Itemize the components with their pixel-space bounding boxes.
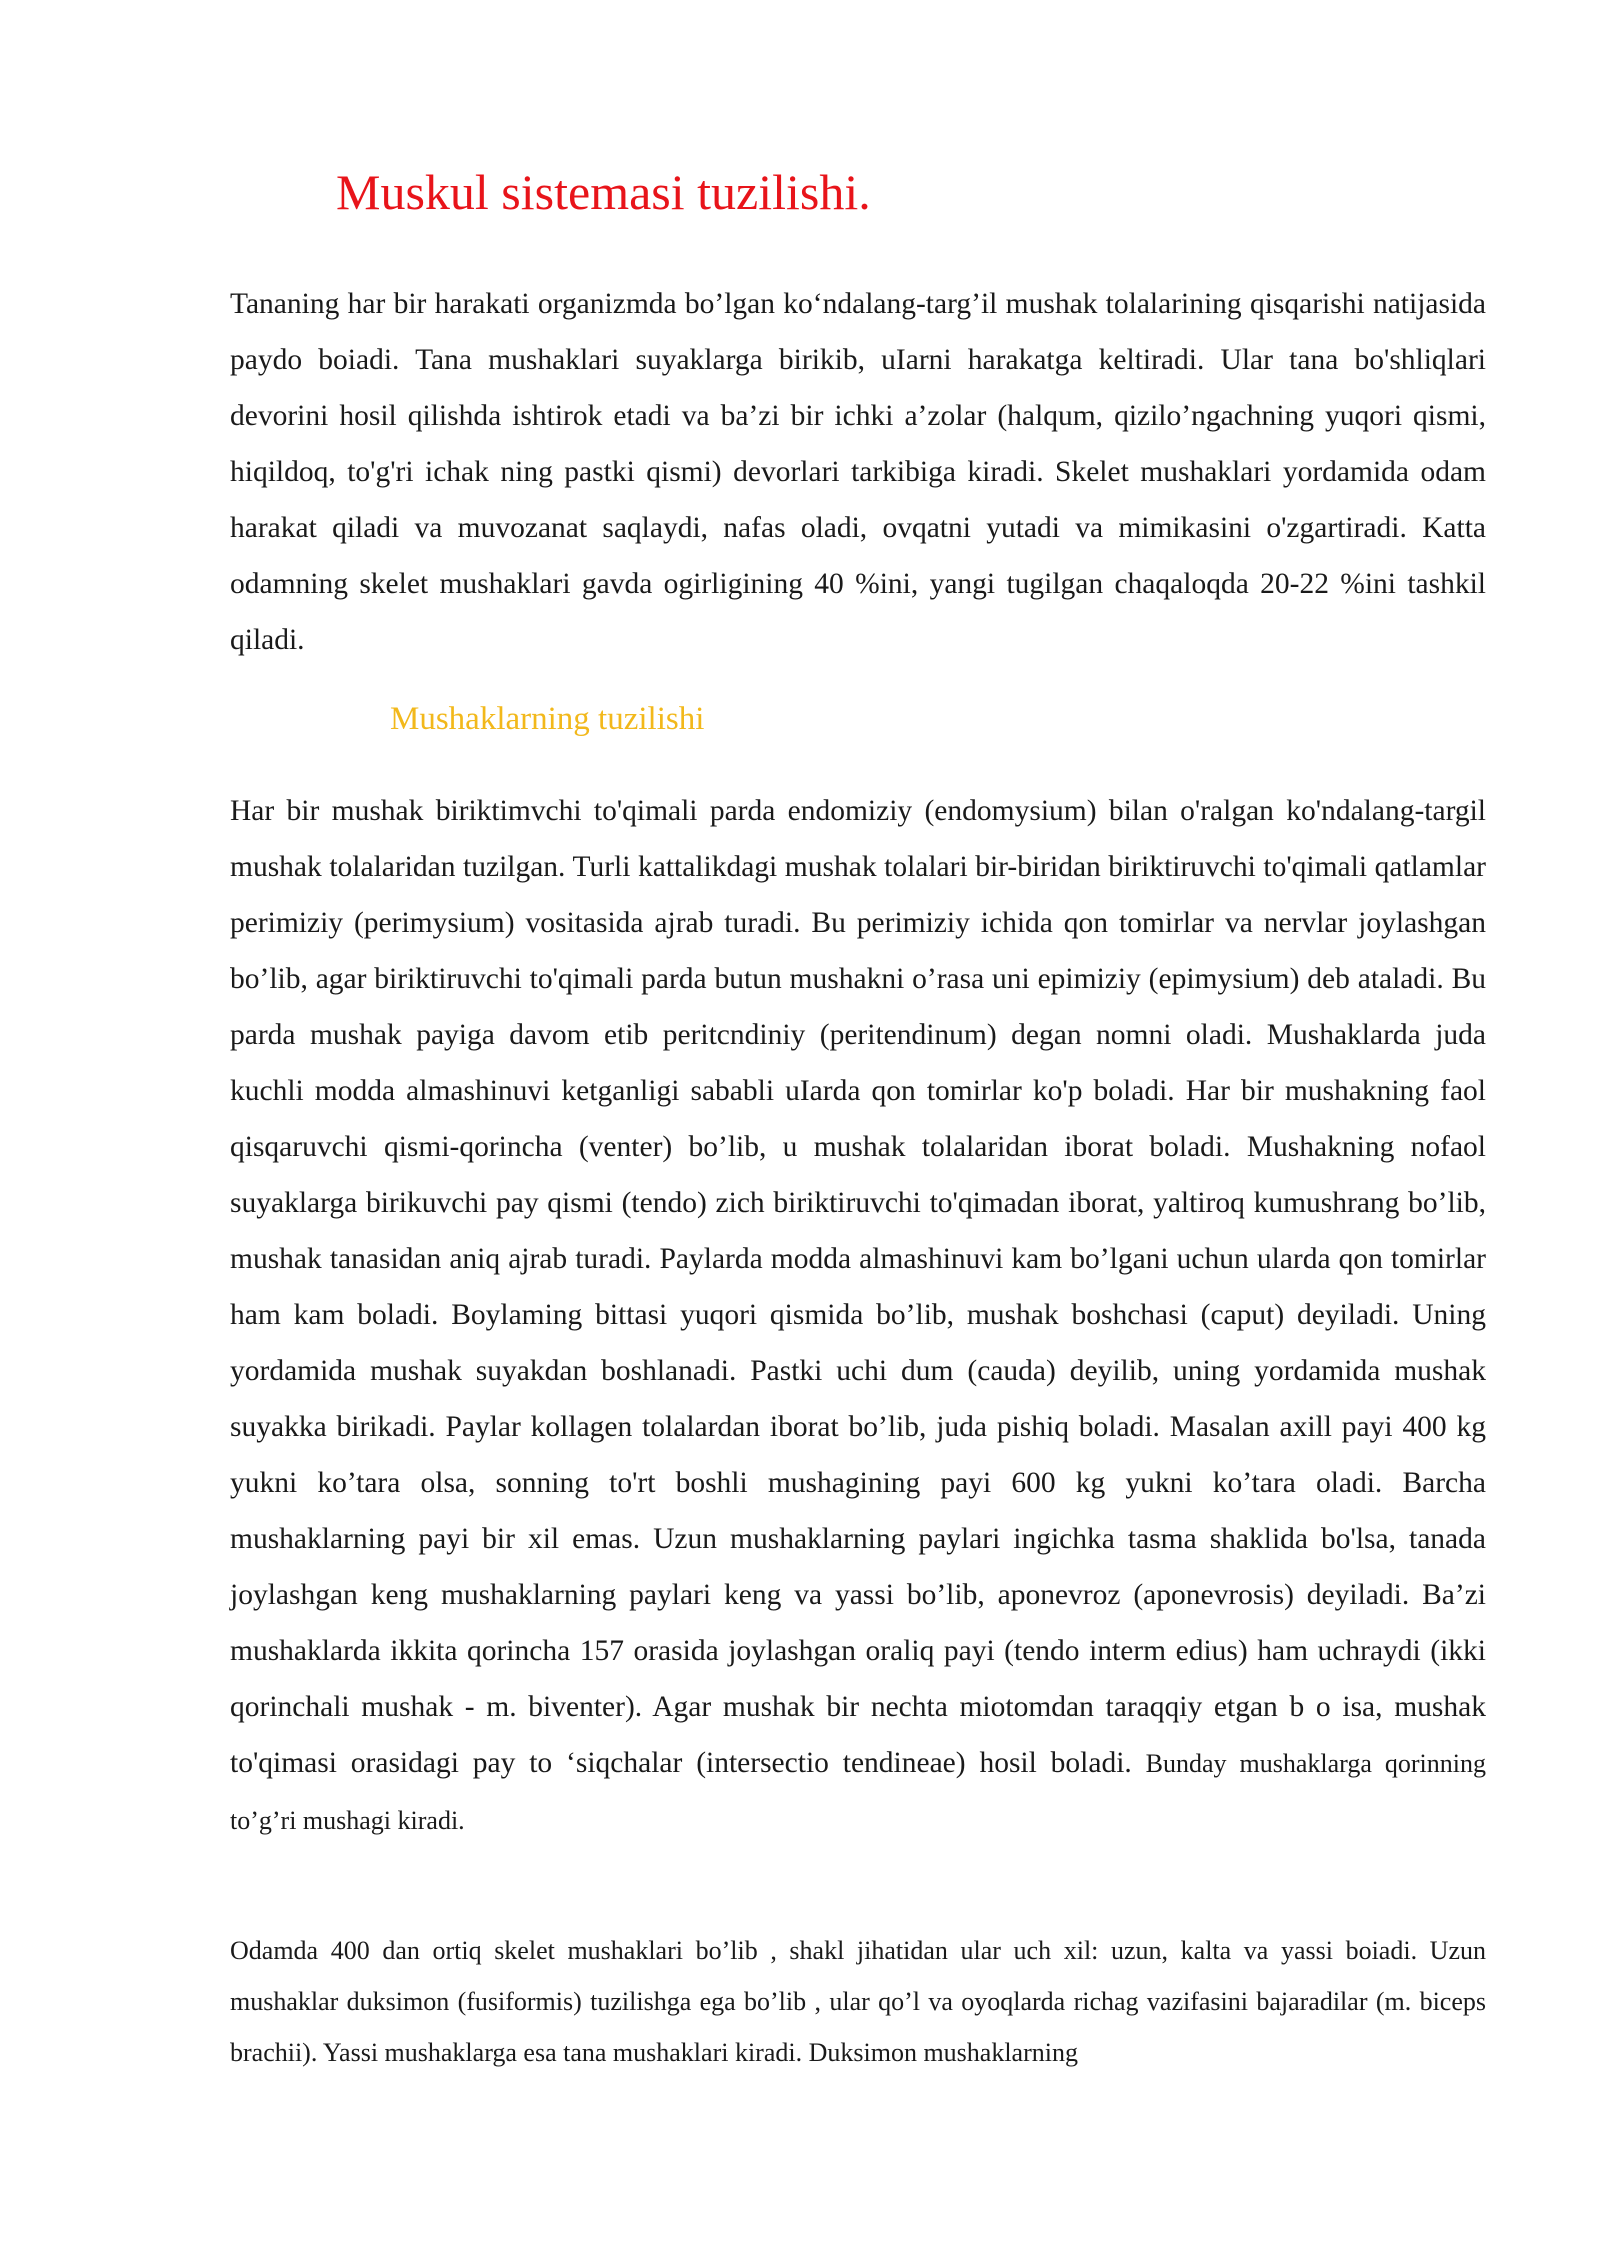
structure-paragraph-text: Har bir mushak biriktimvchi to'qimali parda endomiziy (endomysium) bilan o'ralgan ko'ndalang-targil mushak tolalaridan tuzilgan. Turli kattalikdagi mushak tolalari bir-biridan biriktiruvchi to'qimali qatlamlar perimiziy (perimysium) vositasida ajrab turadi. Bu perimiziy ichida qon tomirlar va nervlar joylashgan bo’lib, agar biriktiruvchi to'qimali parda butun mushakni o’rasa uni epimiziy (epimysium) deb ataladi. Bu parda mushak payiga davom etib peritcndiniy (peritendinum) degan nomni oladi. Mushaklarda juda kuchli modda almashinuvi ketganligi sababli uIarda qon tomirlar ko'p boladi. Har bir mushakning faol qisqaruvchi qismi-qorincha (venter) bo’lib, u mushak tolalaridan iborat boladi. Mushakning nofaol suyaklarga birikuvchi pay qismi (tendo) zich biriktiruvchi to'qimadan iborat, yaltiroq kumushrang bo’lib, mushak tanasidan aniq ajrab turadi. Paylarda modda almashinuvi kam bo’lgani uchun ularda qon tomirlar ham kam boladi. Boylaming bittasi yuqori qismida bo’lib, mushak boshchasi (caput) deyiladi. Uning yordamida mushak suyakdan boshlanadi. Pastki uchi dum (cauda) deyilib, uning yordamida mushak suyakka birikadi. Paylar kollagen tolalardan iborat bo’lib, juda pishiq boladi. Masalan axill payi 400 kg yukni ko’tara olsa, sonning to'rt boshli mushagining payi 600 kg yukni ko’tara oladi. Barcha mushaklarning payi bir xil emas. Uzun mushaklarning paylari ingichka tasma shaklida bo'lsa, tanada joylashgan keng mushaklarning paylari keng va yassi bo’lib, aponevroz (aponevrosis) deyiladi. Ba’zi mushaklarda ikkita qorincha 157 orasida joylashgan oraliq payi (tendo interm edius) ham uchraydi (ikki qorinchali mushak - m. biventer). Agar mushak bir nechta miotomdan taraqqiy etgan b o isa, mushak to'qimasi orasidagi pay to ‘siqchalar (intersectio tendineae) hosil boladi. [230, 795, 1486, 1779]
structure-paragraph-tail: Bunday mushaklarga qorinning to’g’ri mushagi kiradi. [230, 1749, 1486, 1835]
intro-paragraph: Tananing har bir harakati organizmda bo’lgan ko‘ndalang-targ’il mushak tolalarining qisqarishi natijasida paydo boiadi. Tana mushaklari suyaklarga birikib, uIarni harakatga keltiradi. Ular tana bo'shliqlari devorini hosil qilishda ishtirok etadi va ba’zi bir ichki a’zolar (halqum, qizilo’ngachning yuqori qismi, hiqildoq, to'g'ri ichak ning pastki qismi) devorlari tarkibiga kiradi. Skelet mushaklari yordamida odam harakat qiladi va muvozanat saqlaydi, nafas oladi, ovqatni yutadi va mimikasini o'zgartiradi. Katta odamning skelet mushaklari gavda ogirligining 40 %ini, yangi tugilgan chaqaloqda 20-22 %ini tashkil qiladi. [230, 288, 1486, 656]
structure-paragraph [230, 783, 1486, 1849]
types-paragraph: Odamda 400 dan ortiq skelet mushaklari bo’lib , shakl jihatidan ular uch xil: uzun, kalta va yassi boiadi. Uzun mushaklar duksimon (fusiformis) tuzilishga ega bo’lib , ular qo’l va oyoqlarda richag vazifasini bajaradilar (m. biceps brachii). Yassi mushaklarga esa tana mushaklari kiradi. Duksimon mushaklarning [230, 1936, 1486, 2067]
document-title: Muskul sistemasi tuzilishi. [336, 164, 871, 220]
section-heading: Mushaklarning tuzilishi [390, 701, 705, 737]
